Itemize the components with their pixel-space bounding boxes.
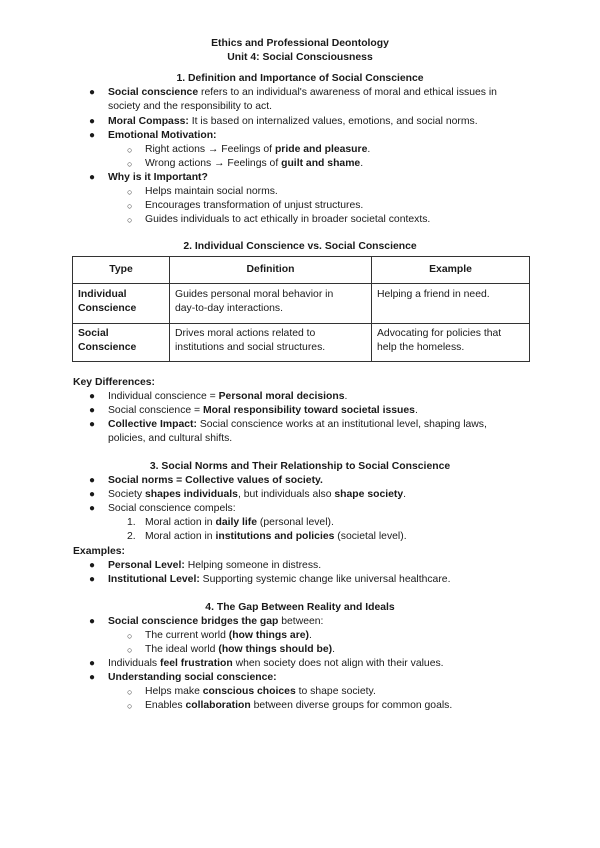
table-row bbox=[73, 283, 529, 324]
section-3-heading: 3. Social Norms and Their Relationship to Social Conscience bbox=[149, 461, 451, 472]
sub-bullet-icon: ○ bbox=[127, 645, 133, 655]
bullet-icon: ● bbox=[89, 574, 96, 585]
collective-impact-item: Collective Impact: Social conscience works at an institutional level, shaping laws, bbox=[108, 419, 487, 430]
row-type: Social Conscience bbox=[78, 328, 137, 353]
examples-label: Examples: bbox=[73, 546, 125, 557]
bullet-icon: ● bbox=[89, 116, 96, 127]
table-header-definition: Definition bbox=[246, 264, 295, 275]
list-number: 1. bbox=[127, 517, 136, 528]
row-definition: Guides personal moral behavior in day-to-day interactions. bbox=[175, 289, 334, 314]
emotional-motivation-item: Emotional Motivation: bbox=[108, 130, 217, 141]
bullet-icon: ● bbox=[89, 419, 96, 430]
table-header-example: Example bbox=[429, 264, 472, 275]
bullet-icon: ● bbox=[89, 560, 96, 571]
sub-bullet-icon: ○ bbox=[127, 159, 133, 169]
row-example: Advocating for policies that help the homeless. bbox=[377, 328, 502, 353]
moral-compass-item: Moral Compass: It is based on internalized values, emotions, and social norms. bbox=[108, 116, 478, 127]
key-differences-label: Key Differences: bbox=[73, 377, 156, 388]
table-header-row bbox=[73, 257, 529, 284]
key-difference-item: Individual conscience = Personal moral decisions. bbox=[108, 391, 348, 402]
table-header-type: Type bbox=[109, 264, 133, 275]
frustration-item: Individuals feel frustration when society does not align with their values. bbox=[108, 658, 444, 669]
row-type: Individual Conscience bbox=[78, 289, 137, 314]
key-difference-item: Social conscience = Moral responsibility toward societal issues. bbox=[108, 405, 418, 416]
wrong-actions-item: Wrong actions → Feelings of guilt and shame. bbox=[145, 158, 364, 169]
why-important-item: Why is it Important? bbox=[108, 172, 208, 183]
bullet-icon: ● bbox=[89, 658, 96, 669]
social-conscience-definition: Social conscience refers to an individual's awareness of moral and ethical issues in bbox=[108, 87, 497, 98]
understanding-item: Understanding social conscience: bbox=[108, 672, 277, 683]
bullet-icon: ● bbox=[89, 503, 96, 514]
sub-bullet-icon: ○ bbox=[127, 631, 133, 641]
sub-bullet-icon: ○ bbox=[127, 201, 133, 211]
course-title: Ethics and Professional Deontology bbox=[211, 38, 389, 49]
bullet-icon: ● bbox=[89, 391, 96, 402]
bullet-icon: ● bbox=[89, 616, 96, 627]
social-conscience-definition-cont: society and the responsibility to act. bbox=[108, 101, 273, 112]
compels-institutions: Moral action in institutions and policies (societal level). bbox=[145, 531, 407, 542]
ideal-world-item: The ideal world (how things should be). bbox=[145, 644, 335, 655]
bullet-icon: ● bbox=[89, 130, 96, 141]
sub-bullet-icon: ○ bbox=[127, 215, 133, 225]
bullet-icon: ● bbox=[89, 489, 96, 500]
bullet-icon: ● bbox=[89, 405, 96, 416]
section-1-heading: 1. Definition and Importance of Social Conscience bbox=[176, 73, 424, 84]
social-norms-item: Social norms = Collective values of society. bbox=[108, 475, 323, 486]
bullet-icon: ● bbox=[89, 475, 96, 486]
personal-level-example: Personal Level: Helping someone in distress. bbox=[108, 560, 322, 571]
society-shapes-item: Society shapes individuals, but individuals also shape society. bbox=[108, 489, 407, 500]
section-4-heading: 4. The Gap Between Reality and Ideals bbox=[205, 602, 395, 613]
bullet-icon: ● bbox=[89, 87, 96, 98]
importance-item: Encourages transformation of unjust structures. bbox=[145, 200, 364, 211]
row-example: Helping a friend in need. bbox=[377, 289, 490, 300]
sub-bullet-icon: ○ bbox=[127, 701, 133, 711]
collective-impact-item-cont: policies, and cultural shifts. bbox=[108, 433, 233, 444]
list-number: 2. bbox=[127, 531, 136, 542]
right-actions-item: Right actions → Feelings of pride and pleasure. bbox=[145, 144, 371, 155]
table-row bbox=[73, 324, 529, 361]
bridges-gap-item: Social conscience bridges the gap between: bbox=[108, 616, 324, 627]
bullet-icon: ● bbox=[89, 672, 96, 683]
current-world-item: The current world (how things are). bbox=[145, 630, 312, 641]
compels-daily-life: Moral action in daily life (personal level). bbox=[145, 517, 334, 528]
importance-item: Guides individuals to act ethically in broader societal contexts. bbox=[145, 214, 431, 225]
compels-item: Social conscience compels: bbox=[108, 503, 236, 514]
row-definition: Drives moral actions related to institutions and social structures. bbox=[175, 328, 326, 353]
institutional-level-example: Institutional Level: Supporting systemic change like universal healthcare. bbox=[108, 574, 451, 585]
sub-bullet-icon: ○ bbox=[127, 187, 133, 197]
bullet-icon: ● bbox=[89, 172, 96, 183]
sub-bullet-icon: ○ bbox=[127, 145, 133, 155]
unit-title: Unit 4: Social Consciousness bbox=[227, 52, 373, 63]
comparison-table bbox=[72, 256, 530, 362]
collaboration-item: Enables collaboration between diverse groups for common goals. bbox=[145, 700, 453, 711]
conscious-choices-item: Helps make conscious choices to shape society. bbox=[145, 686, 376, 697]
section-2-heading: 2. Individual Conscience vs. Social Conscience bbox=[183, 241, 417, 252]
importance-item: Helps maintain social norms. bbox=[145, 186, 278, 197]
sub-bullet-icon: ○ bbox=[127, 687, 133, 697]
